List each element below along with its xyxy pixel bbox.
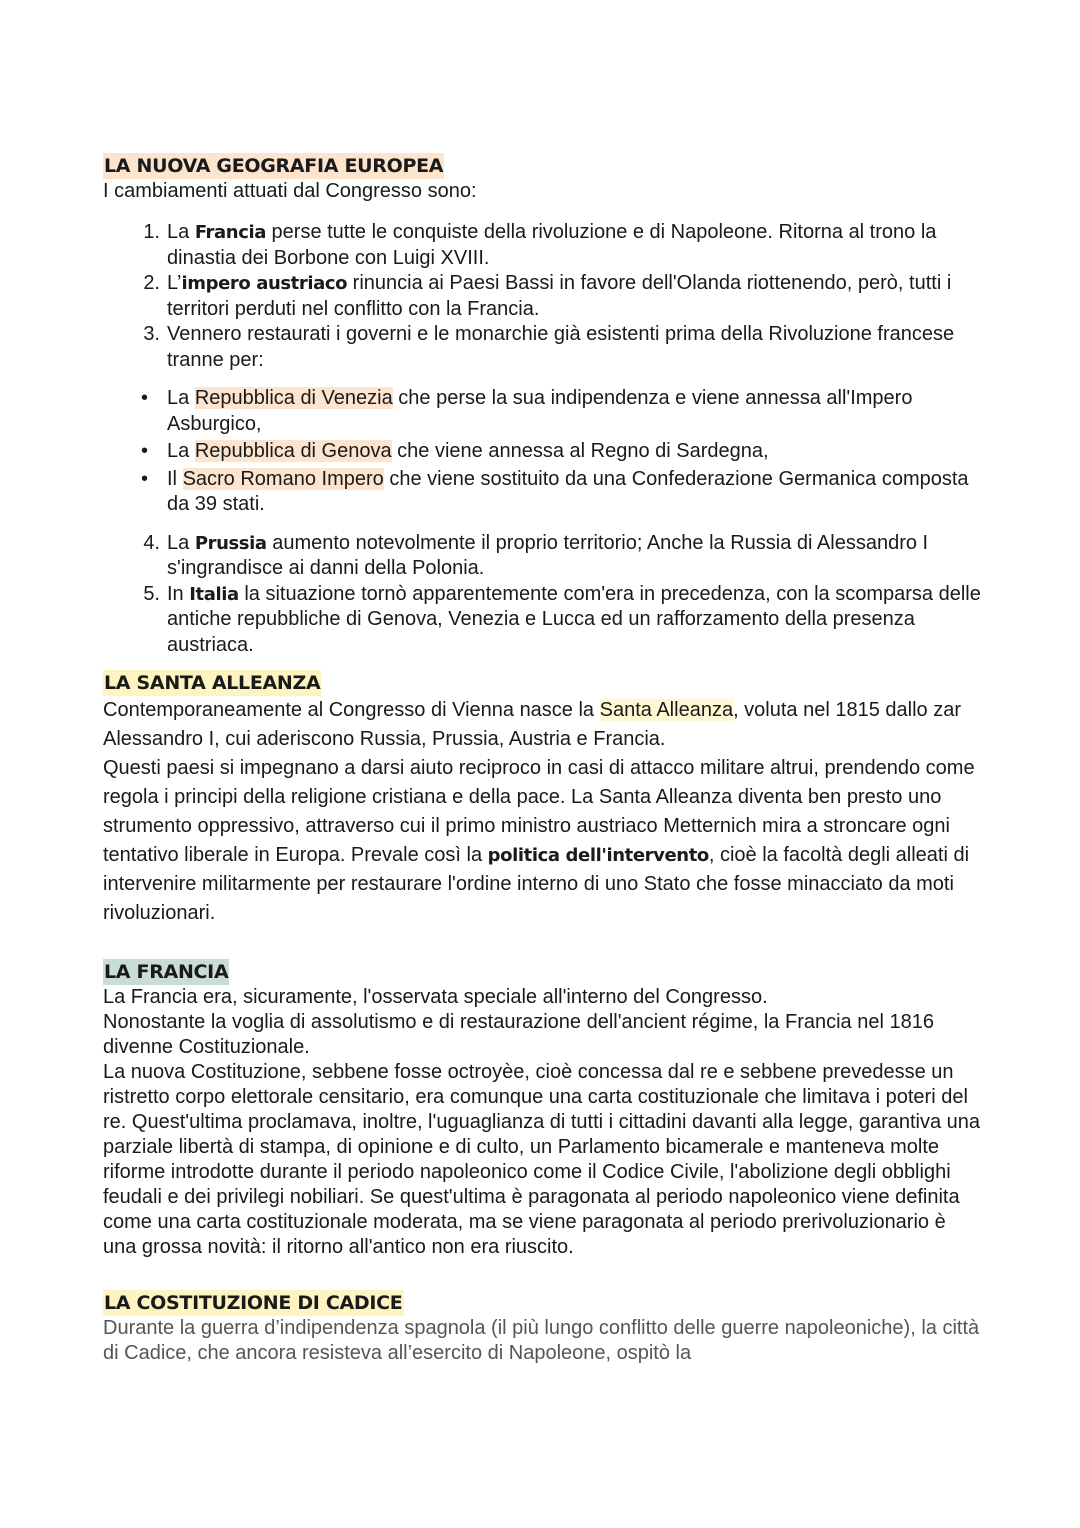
highlighted-term: Repubblica di Genova <box>194 440 392 462</box>
list-item: 2. L’impero austriaco rinuncia ai Paesi Bassi in favore dell'Olanda riottenendo, però, tutti i territori perduti nel conflitto con la Francia. <box>143 272 952 320</box>
changes-list <box>103 220 983 373</box>
francia-p2: Nonostante la voglia di assolutismo e di restaurazione dell'ancient régime, la Francia nel 1816 divenne Costituzionale. <box>103 1011 934 1058</box>
highlighted-term: Repubblica di Venezia <box>194 387 393 409</box>
section-cadice <box>103 1290 983 1366</box>
santa-alleanza-p2: Questi paesi si impegnano a darsi aiuto reciproco in casi di attacco militare altrui, prendendo come regola i principi della religione cristiana e della pace. La Santa Alleanza diventa ben presto uno strumento oppressivo, attraverso cui il primo ministro austriaco Metternich mira a stroncare ogni tentativo liberale in Europa. Prevale così la politica dell'intervento, cioè la facoltà degli alleati di intervenire militarmente per restaurare l'ordine interno di uno Stato che fosse minacciato da moti rivoluzionari. <box>103 757 975 924</box>
exceptions-list <box>103 386 983 518</box>
heading-nuova-geografia: LA NUOVA GEOGRAFIA EUROPEA <box>104 155 444 177</box>
list-item: 3. Vennero restaurati i governi e le monarchie già esistenti prima della Rivoluzione francese tranne per: <box>143 323 955 371</box>
heading-santa-alleanza: LA SANTA ALLEANZA <box>104 672 321 694</box>
document-page <box>103 153 983 1366</box>
bold-term: Francia <box>194 222 266 243</box>
francia-p1: La Francia era, sicuramente, l'osservata speciale all'interno del Congresso. <box>103 986 768 1008</box>
highlighted-term: Santa Alleanza <box>599 699 734 721</box>
list-item: 5. In Italia la situazione tornò apparentemente com'era in precedenza, con la scomparsa delle antiche repubbliche di Genova, Venezia e Lucca ed un rafforzamento della presenza austriaca. <box>143 582 981 656</box>
highlighted-term: Sacro Romano Impero <box>182 467 384 490</box>
bold-term: Prussia <box>194 532 267 554</box>
bullet-item: • La Repubblica di Venezia che perse la sua indipendenza e viene annessa all'Impero Asburgico, <box>141 387 913 435</box>
bold-term: Italia <box>189 583 239 605</box>
list-item: 4. La Prussia aumento notevolmente il proprio territorio; Anche la Russia di Alessandro I s'ingrandisce ai danni della Polonia. <box>143 531 929 579</box>
heading-francia: LA FRANCIA <box>104 961 229 983</box>
santa-alleanza-p1: Contemporaneamente al Congresso di Vienna nasce la Santa Alleanza, voluta nel 1815 dallo zar Alessandro I, cui aderiscono Russia, Prussia, Austria e Francia. <box>103 699 961 750</box>
section-nuova-geografia <box>103 153 983 658</box>
bullet-glyph: • <box>141 467 149 490</box>
cadice-p1: Durante la guerra d’indipendenza spagnola (il più lungo conflitto delle guerre napoleoniche), la città di Cadice, che ancora resisteva all’esercito di Napoleone, ospitò la <box>103 1317 980 1364</box>
list-item: 1. La Francia perse tutte le conquiste della rivoluzione e di Napoleone. Ritorna al trono la dinastia dei Borbone con Luigi XVIII. <box>143 221 937 269</box>
changes-list-cont <box>103 531 983 659</box>
bold-term: politica dell'intervento <box>487 845 709 866</box>
bullet-item: • Il Sacro Romano Impero che viene sostituito da una Confederazione Germanica composta da 39 stati. <box>141 467 969 515</box>
bullet-glyph: • <box>141 387 149 409</box>
bullet-glyph: • <box>141 440 149 462</box>
intro-text: I cambiamenti attuati dal Congresso sono: <box>103 180 477 202</box>
heading-cadice: LA COSTITUZIONE DI CADICE <box>104 1292 403 1314</box>
bold-term: impero austriaco <box>181 273 348 294</box>
francia-p3: La nuova Costituzione, sebbene fosse octroyèe, cioè concessa dal re e sebbene prevedesse un ristretto corpo elettorale censitario, era comunque una carta costituzionale che limitava i poteri del re. Quest'ultima proclamava, inoltre, l'uguaglianza di tutti i cittadini davanti alla legge, garantiva una parziale libertà di stampa, di opinione e di culto, un Parlamento bicamerale e manteneva molte riforme introdotte durante il periodo napoleonico come il Codice Civile, l'abolizione degli obblighi feudali e dei privilegi nobiliari. Se quest'ultima è paragonata al periodo napoleonico viene definita come una carta costituzionale moderata, ma se viene paragonata al periodo prerivoluzionario è una grossa novità: il ritorno all'antico non era riuscito. <box>103 1061 981 1258</box>
section-santa-alleanza <box>103 670 983 928</box>
section-francia <box>103 959 983 1260</box>
bullet-item: • La Repubblica di Genova che viene annessa al Regno di Sardegna, <box>103 439 983 465</box>
